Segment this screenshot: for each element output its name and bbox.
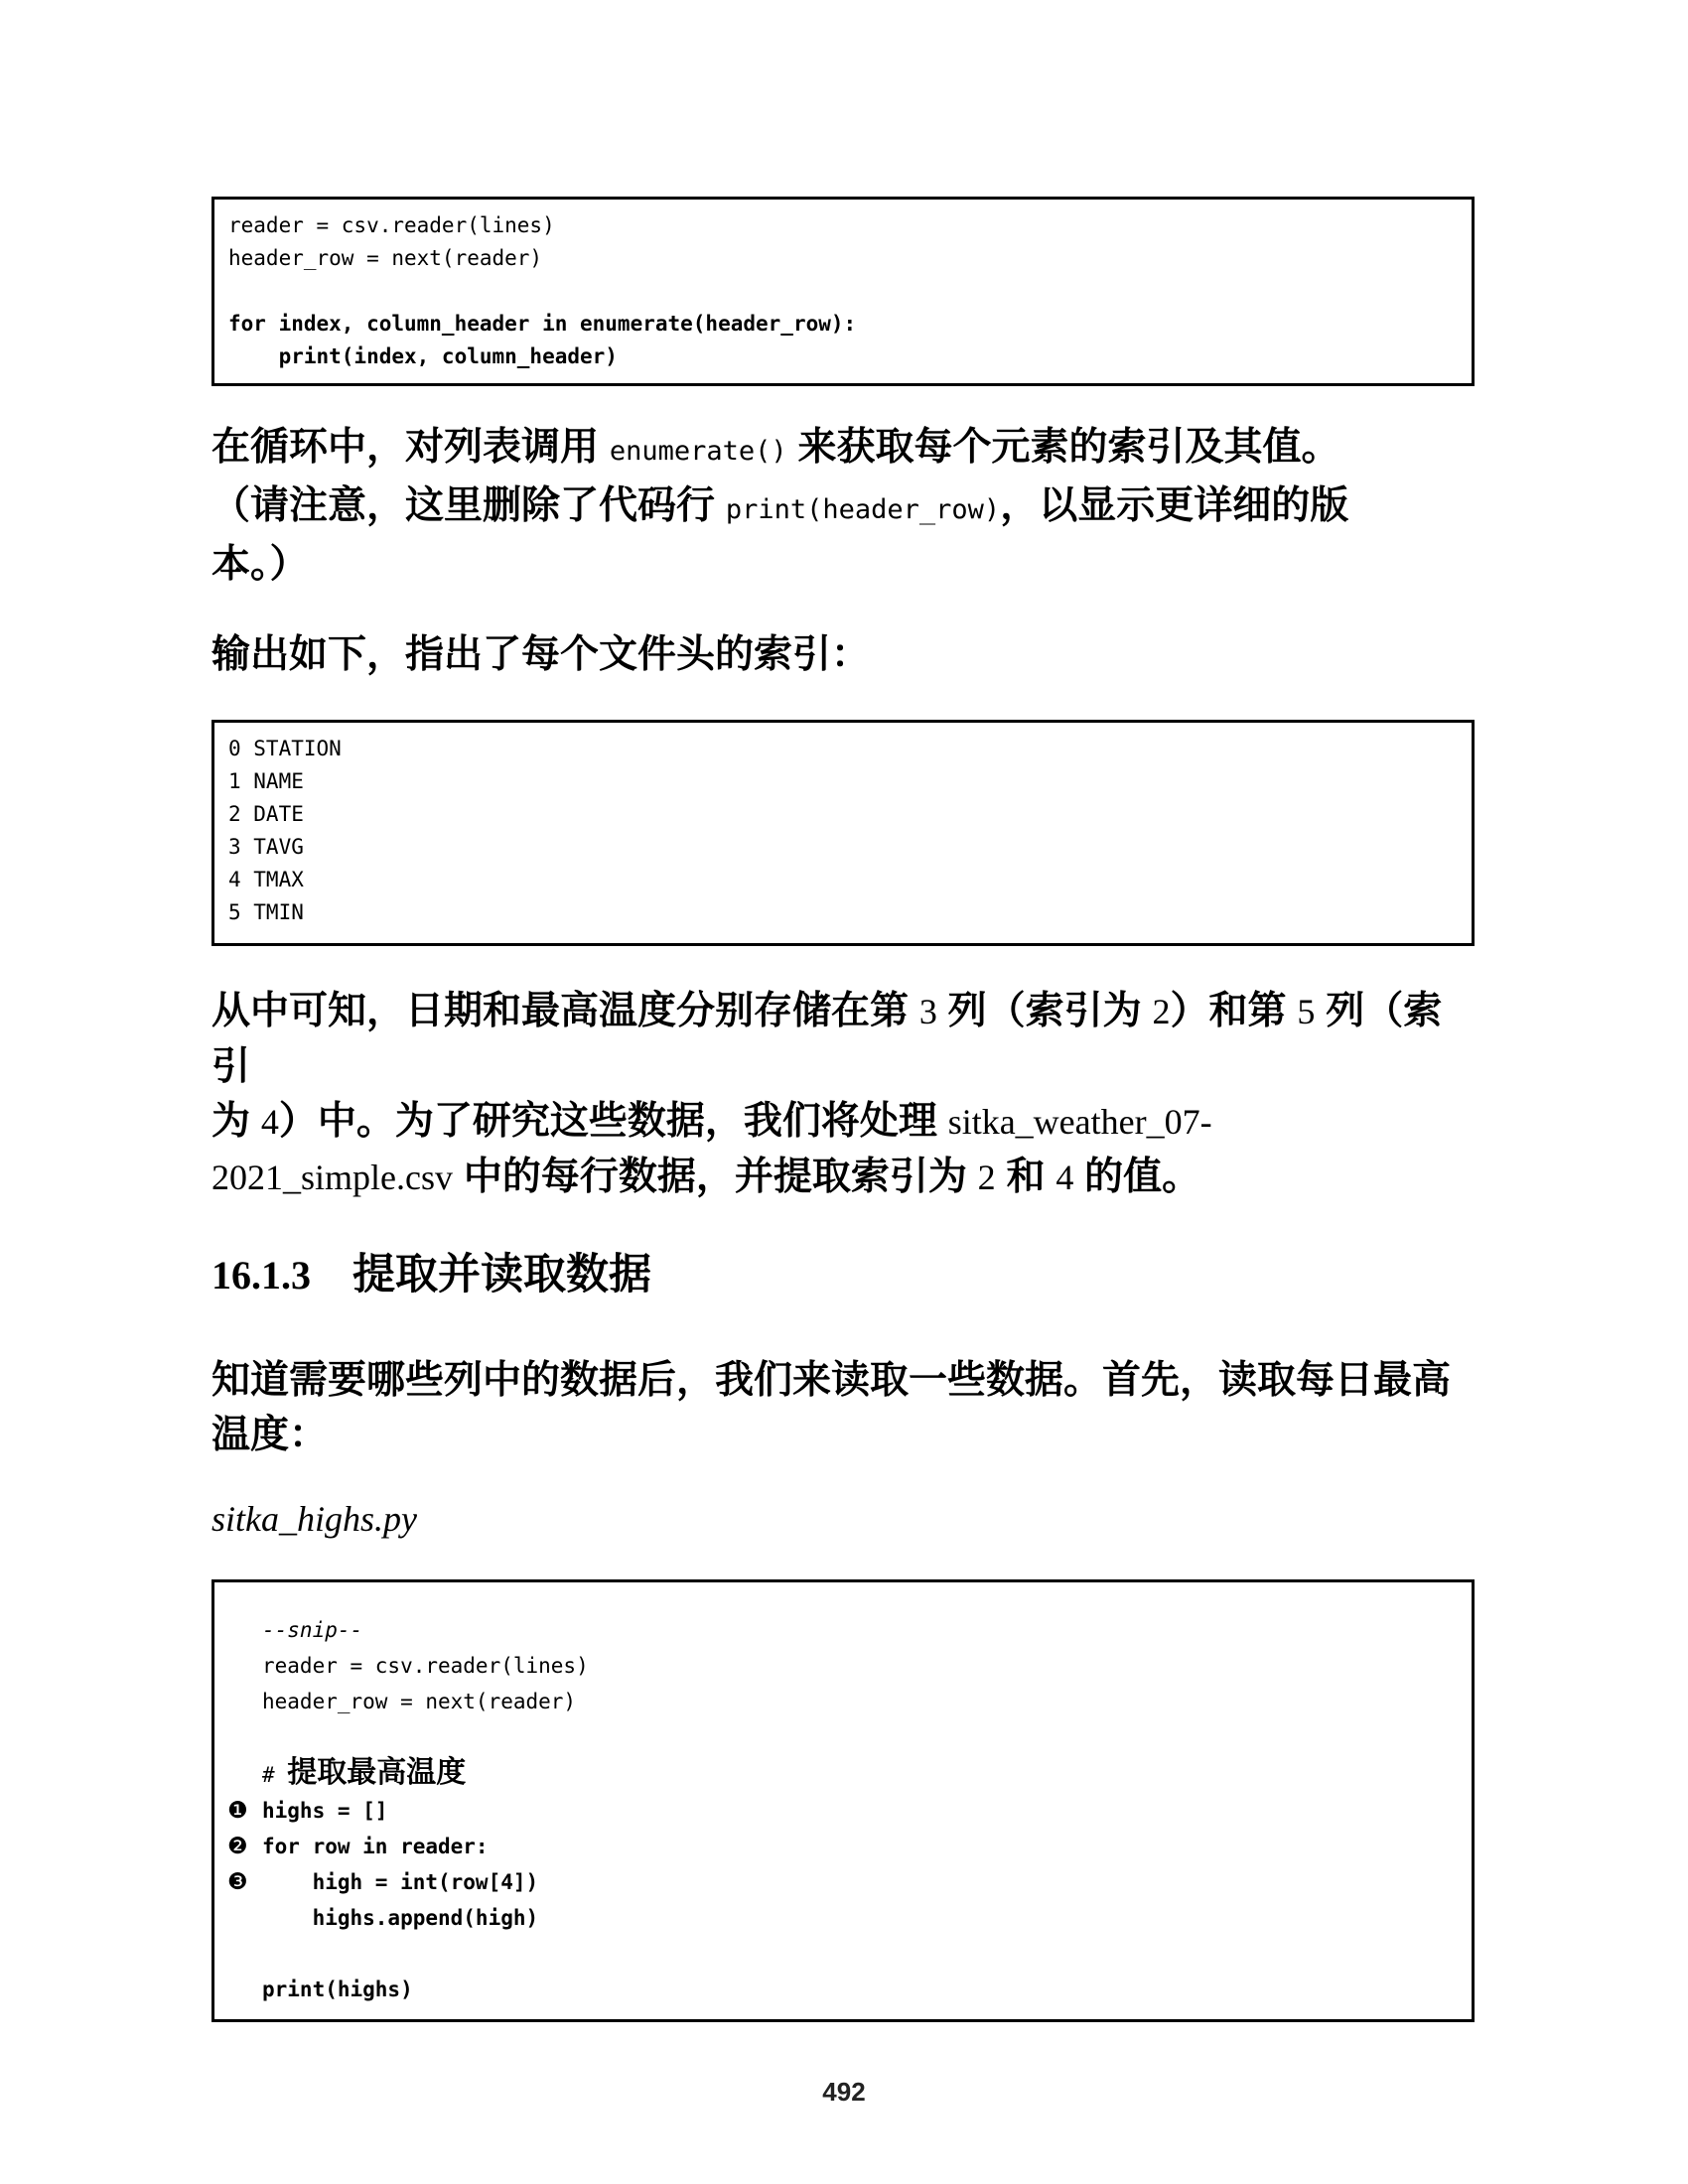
code-text: high = int(row[4]) xyxy=(262,1870,539,1894)
text-run: 温度： xyxy=(211,1414,329,1456)
output-line: 3 TAVG xyxy=(228,835,304,859)
output-line: 4 TMAX xyxy=(228,868,304,891)
output-line: 1 NAME xyxy=(228,769,304,793)
text-run: ）和第 xyxy=(1170,990,1298,1032)
section-heading xyxy=(211,1247,1475,1309)
paragraph-column-analysis xyxy=(211,984,1475,1205)
text-run: 为 xyxy=(211,1100,261,1143)
listing-filename: sitka_highs.py xyxy=(211,1499,417,1539)
code-text: for row in reader: xyxy=(262,1835,489,1858)
text-run: 列（索引 xyxy=(211,990,1443,1088)
code-comment-line xyxy=(262,1755,1458,1793)
code-block-enumerate-headers xyxy=(211,197,1475,386)
text-run: 列（索引为 xyxy=(936,990,1153,1032)
code-line: print(highs) xyxy=(262,1978,413,2001)
comment-hash: # xyxy=(262,1763,288,1787)
output-line: 5 TMIN xyxy=(228,900,304,924)
paragraph-output-intro: 输出如下，指出了每个文件头的索引： xyxy=(211,633,871,676)
code-line: reader = csv.reader(lines) xyxy=(228,213,555,237)
code-line: for index, column_header in enumerate(header_row): xyxy=(228,312,857,336)
text-run: 从中可知，日期和最高温度分别存储在第 xyxy=(211,990,919,1032)
serif-number: 3 xyxy=(918,992,937,1031)
text-run: （请注意，这里删除了代码行 xyxy=(211,484,726,527)
inline-code-print-header-row: print(header_row) xyxy=(725,494,1001,525)
code-line xyxy=(227,1829,1458,1864)
filename-text: sitka_weather_07- xyxy=(947,1102,1212,1142)
output-block-header-indexes xyxy=(211,720,1475,946)
text-run: 中的每行数据，并提取索引为 xyxy=(452,1156,978,1198)
code-line xyxy=(227,1793,1458,1829)
paragraph-read-data-intro xyxy=(211,1353,1475,1462)
text-run: ）中。为了研究这些数据，我们将处理 xyxy=(278,1100,948,1143)
text-run: 的值。 xyxy=(1073,1156,1201,1198)
section-title: 提取并读取数据 xyxy=(352,1251,651,1298)
code-line: reader = csv.reader(lines) xyxy=(262,1654,589,1678)
text-run: ，以显示更详细的版 xyxy=(1000,484,1349,527)
code-text: highs = [] xyxy=(262,1799,388,1823)
code-snip-line: --snip-- xyxy=(262,1618,363,1642)
filename-text: 2021_simple.csv xyxy=(211,1158,453,1197)
page-content xyxy=(211,0,1475,2022)
text-run: 来获取每个元素的索引及其值。 xyxy=(786,426,1340,469)
serif-number: 4 xyxy=(1055,1158,1074,1197)
text-run: 和 xyxy=(995,1156,1056,1198)
code-line: header_row = next(reader) xyxy=(262,1690,577,1713)
page-number: 492 xyxy=(822,2077,866,2107)
code-line: highs.append(high) xyxy=(262,1906,539,1930)
code-line: header_row = next(reader) xyxy=(228,246,543,270)
serif-number: 2 xyxy=(1152,992,1171,1031)
serif-number: 4 xyxy=(260,1102,279,1142)
paragraph-enumerate-explanation xyxy=(211,420,1475,592)
callout-3-icon: ❸ xyxy=(227,1869,248,1895)
comment-text: 提取最高温度 xyxy=(287,1756,467,1789)
output-line: 0 STATION xyxy=(228,737,342,760)
code-blank-line xyxy=(262,1719,1458,1755)
text-run: 知道需要哪些列中的数据后，我们来读取一些数据。首先，读取每日最高 xyxy=(211,1359,1452,1402)
callout-2-icon: ❷ xyxy=(227,1834,248,1859)
code-line xyxy=(227,1864,1458,1900)
section-number: 16.1.3 xyxy=(211,1253,311,1297)
text-run: 在循环中，对列表调用 xyxy=(211,426,610,469)
serif-number: 2 xyxy=(977,1158,996,1197)
code-blank-line xyxy=(262,1936,1458,1972)
serif-number: 5 xyxy=(1297,992,1316,1031)
code-line: print(index, column_header) xyxy=(228,344,618,368)
output-line: 2 DATE xyxy=(228,802,304,826)
inline-code-enumerate: enumerate() xyxy=(609,436,787,467)
callout-1-icon: ❶ xyxy=(227,1798,248,1824)
text-run: 本。） xyxy=(211,543,309,586)
code-block-sitka-highs xyxy=(211,1579,1475,2022)
code-blank-line xyxy=(228,275,1458,308)
